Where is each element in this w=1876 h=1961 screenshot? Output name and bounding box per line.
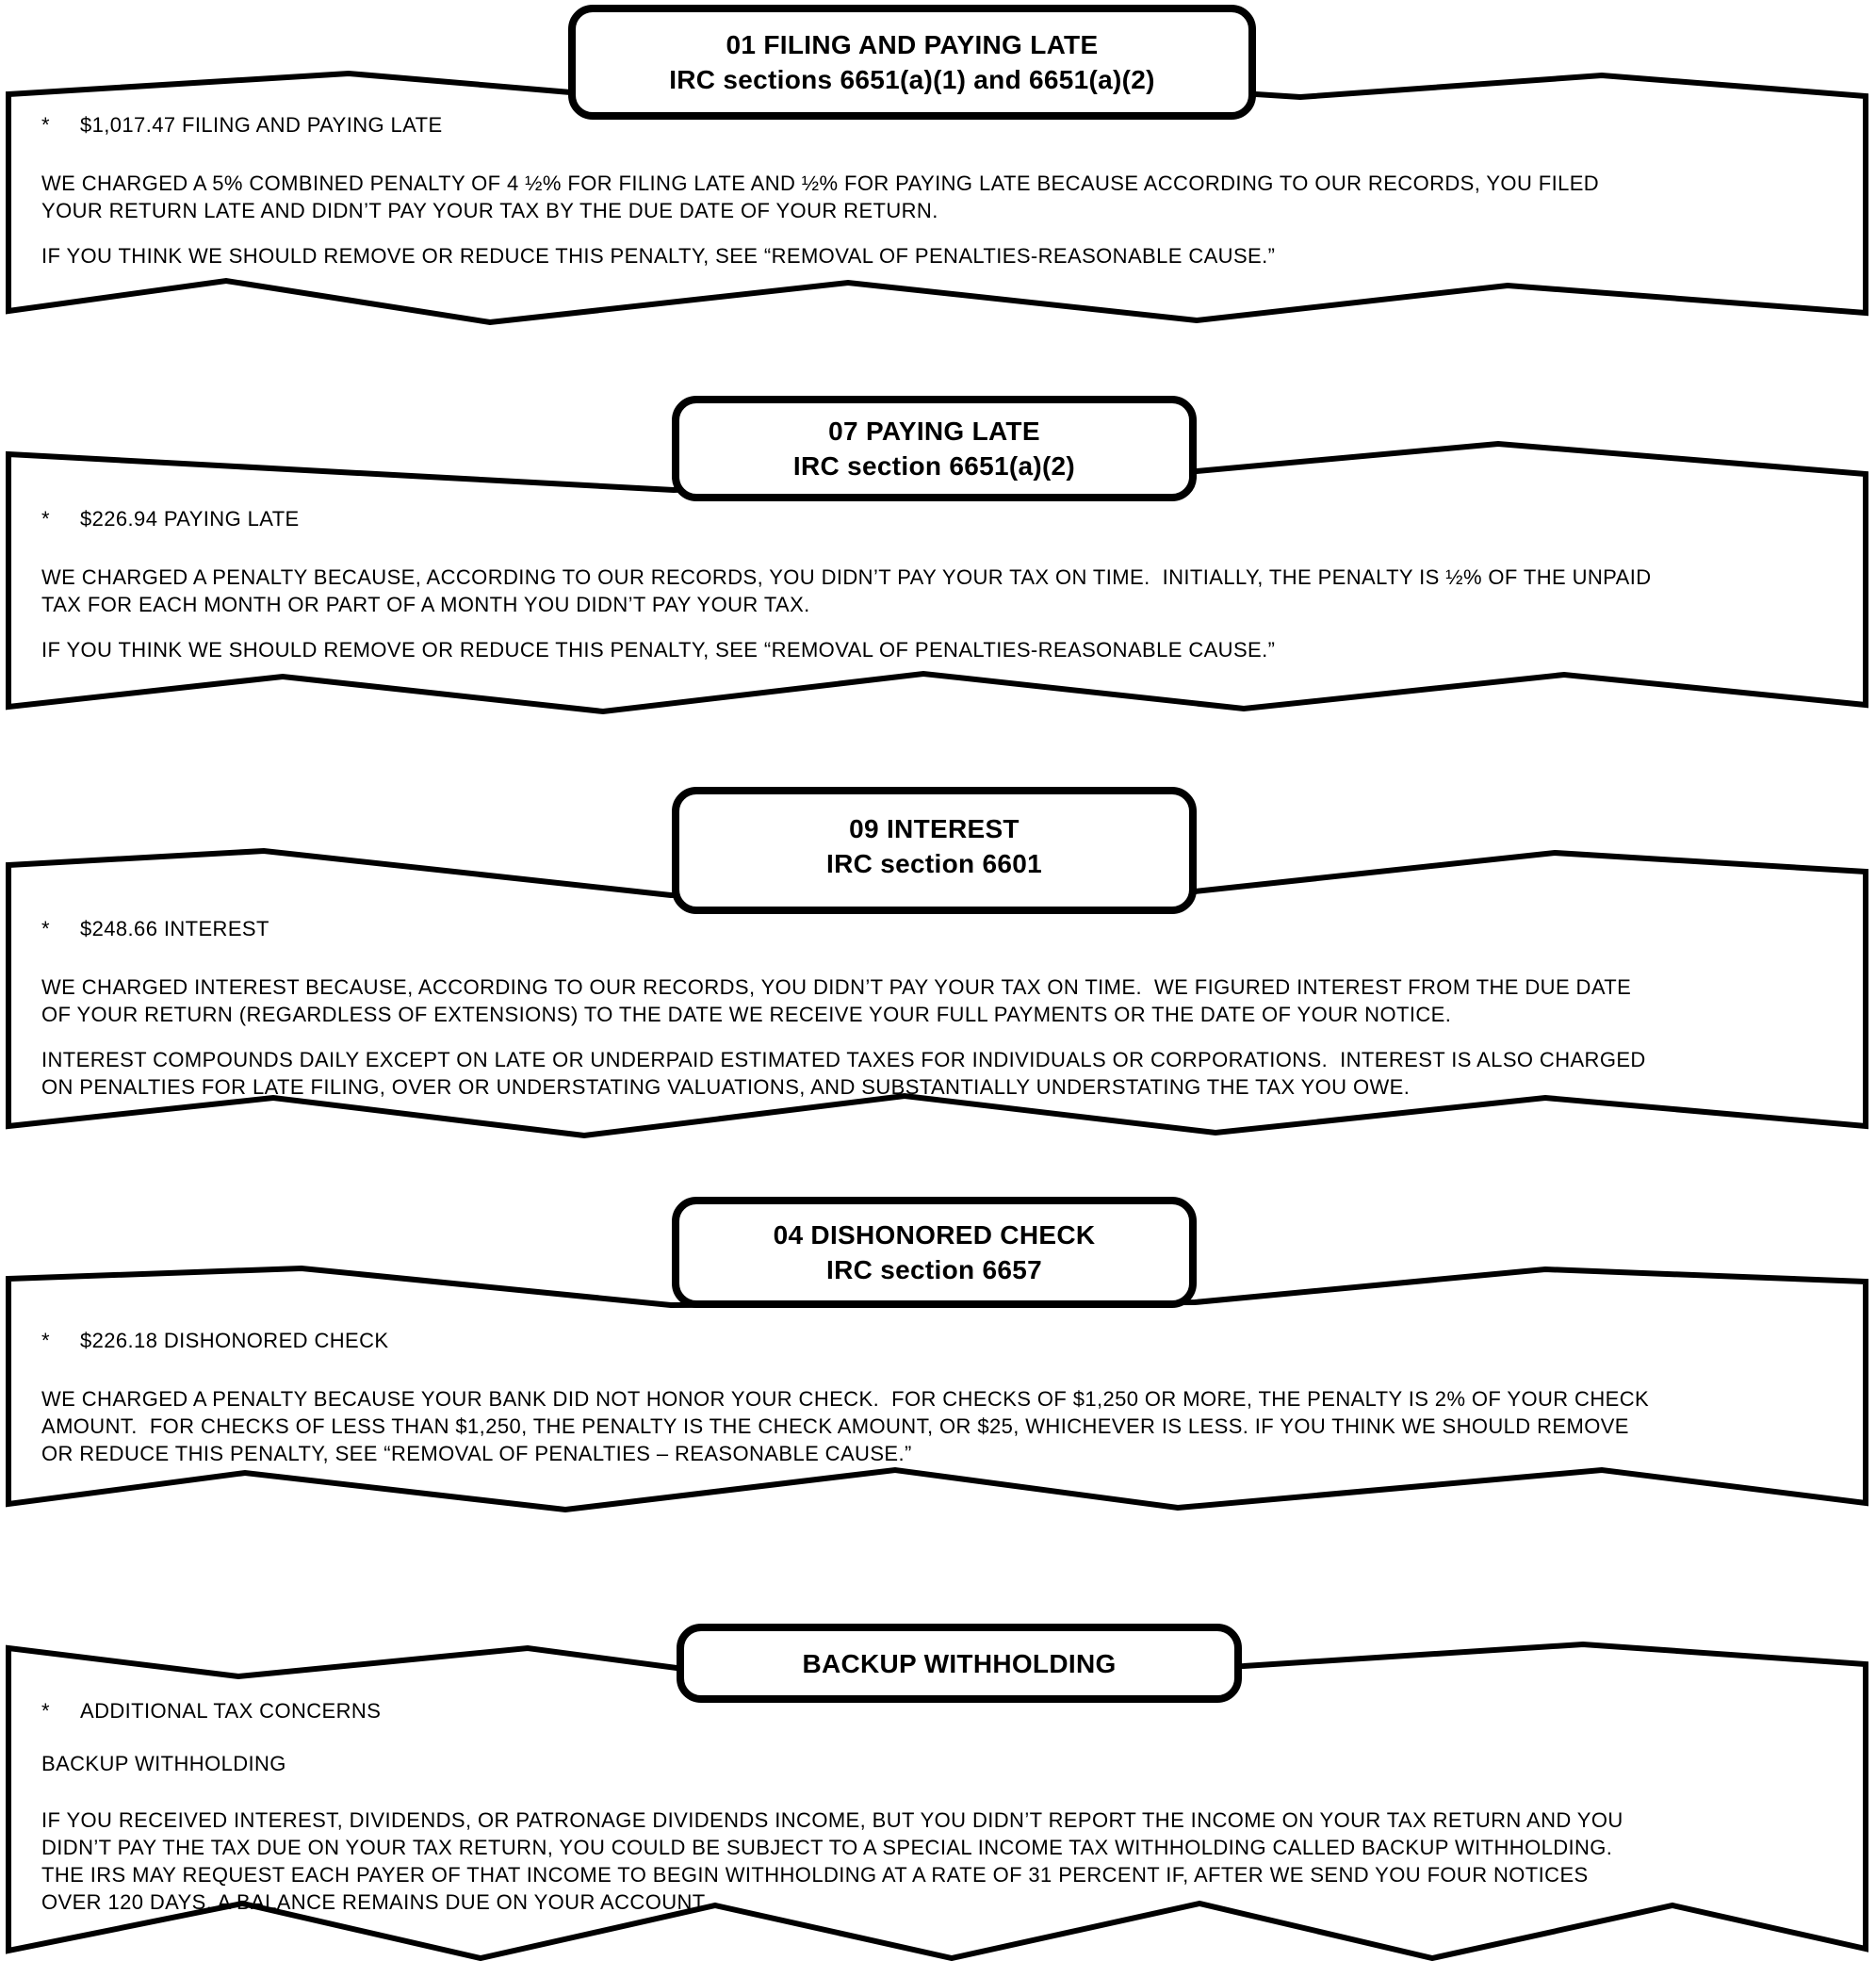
section-subtitle: IRC sections 6651(a)(1) and 6651(a)(2) (669, 65, 1155, 94)
asterisk-marker: * (41, 917, 50, 940)
backup-withholding-subheading: BACKUP WITHHOLDING (41, 1752, 286, 1775)
paragraph (41, 1806, 1848, 1916)
section-header-box (672, 787, 1197, 914)
paragraph-line: YOUR RETURN LATE AND DIDN’T PAY YOUR TAX BY THE DUE DATE OF YOUR RETURN. (41, 199, 938, 222)
paragraph (41, 170, 1848, 224)
amount-line (41, 917, 1848, 941)
paragraph-line: OF YOUR RETURN (REGARDLESS OF EXTENSIONS) TO THE DATE WE RECEIVE YOUR FULL PAYMENTS OR THE DATE OF YOUR NOTICE. (41, 1003, 1452, 1026)
section-paying-late (0, 396, 1876, 726)
paragraph-line: WE CHARGED A PENALTY BECAUSE YOUR BANK DID NOT HONOR YOUR CHECK. FOR CHECKS OF $1,250 OR MORE, THE PENALTY IS 2% OF YOUR CHECK (41, 1387, 1650, 1411)
section-header-box (672, 396, 1197, 501)
paragraph-line: TAX FOR EACH MONTH OR PART OF A MONTH YOU DIDN’T PAY YOUR TAX. (41, 593, 810, 616)
paragraph-line: AMOUNT. FOR CHECKS OF LESS THAN $1,250, THE PENALTY IS THE CHECK AMOUNT, OR $25, WHICHEVER IS LESS. IF YOU THINK WE SHOULD REMOVE (41, 1414, 1629, 1438)
paragraph (41, 1385, 1848, 1467)
section-backup-withholding (0, 1624, 1876, 1961)
section-title: 09 INTEREST (849, 813, 1020, 843)
section-dishonored-check (0, 1195, 1876, 1520)
amount-text: $1,017.47 FILING AND PAYING LATE (80, 113, 443, 137)
asterisk-marker: * (41, 1699, 50, 1723)
paragraph (41, 242, 1848, 270)
asterisk-marker: * (41, 507, 50, 531)
asterisk-marker: * (41, 113, 50, 137)
paragraph-line: THE IRS MAY REQUEST EACH PAYER OF THAT INCOME TO BEGIN WITHHOLDING AT A RATE OF 31 PERCENT IF, AFTER WE SEND YOU FOUR NOTICES (41, 1863, 1589, 1887)
section-title: 04 DISHONORED CHECK (773, 1220, 1096, 1250)
paragraph-line: IF YOU THINK WE SHOULD REMOVE OR REDUCE THIS PENALTY, SEE “REMOVAL OF PENALTIES-REASONABLE CAUSE.” (41, 638, 1276, 662)
amount-line (41, 507, 1848, 531)
amount-line (41, 1329, 1848, 1353)
section-subtitle: IRC section 6657 (826, 1255, 1042, 1284)
section-subtitle: IRC section 6651(a)(2) (792, 451, 1076, 481)
paragraph-line: IF YOU THINK WE SHOULD REMOVE OR REDUCE THIS PENALTY, SEE “REMOVAL OF PENALTIES-REASONABLE CAUSE.” (41, 244, 1276, 268)
paragraph-line: WE CHARGED INTEREST BECAUSE, ACCORDING TO OUR RECORDS, YOU DIDN’T PAY YOUR TAX ON TIME. WE FIGURED INTEREST FROM THE DUE DATE (41, 975, 1632, 999)
section-header-box (568, 5, 1256, 120)
section-title: 01 FILING AND PAYING LATE (726, 30, 1099, 59)
asterisk-marker: * (41, 1329, 50, 1352)
paragraph-line: IF YOU RECEIVED INTEREST, DIVIDENDS, OR PATRONAGE DIVIDENDS INCOME, BUT YOU DIDN’T REPORT THE INCOME ON YOUR TAX RETURN AND YOU (41, 1808, 1623, 1832)
paragraph-line: ON PENALTIES FOR LATE FILING, OVER OR UNDERSTATING VALUATIONS, AND SUBSTANTIALLY UNDERSTATING THE TAX YOU OWE. (41, 1075, 1411, 1099)
section-body (41, 1699, 1848, 1934)
section-header-box (672, 1197, 1197, 1308)
amount-text: ADDITIONAL TAX CONCERNS (80, 1699, 382, 1723)
section-filing-and-paying-late (0, 5, 1876, 335)
section-body (41, 113, 1848, 287)
paragraph-line: INTEREST COMPOUNDS DAILY EXCEPT ON LATE OR UNDERPAID ESTIMATED TAXES FOR INDIVIDUALS OR CORPORATIONS. INTEREST IS ALSO CHARGED (41, 1048, 1646, 1071)
amount-text: $226.94 PAYING LATE (80, 507, 300, 531)
paragraph-line: WE CHARGED A PENALTY BECAUSE, ACCORDING TO OUR RECORDS, YOU DIDN’T PAY YOUR TAX ON TIME. INITIALLY, THE PENALTY IS ½% OF THE UNPAID (41, 565, 1652, 589)
section-subtitle: IRC section 6601 (826, 848, 1042, 878)
paragraph-line: DIDN’T PAY THE TAX DUE ON YOUR TAX RETURN, YOU COULD BE SUBJECT TO A SPECIAL INCOME TAX WITHHOLDING CALLED BACKUP WITHHOLDING. (41, 1836, 1613, 1859)
paragraph-line: WE CHARGED A 5% COMBINED PENALTY OF 4 ½% FOR FILING LATE AND ½% FOR PAYING LATE BECAUSE ACCORDING TO OUR RECORDS, YOU FILED (41, 172, 1600, 195)
section-body (41, 917, 1848, 1119)
section-title: 07 PAYING LATE (828, 417, 1040, 446)
amount-text: $248.66 INTEREST (80, 917, 269, 940)
paragraph-line: OR REDUCE THIS PENALTY, SEE “REMOVAL OF PENALTIES – REASONABLE CAUSE.” (41, 1442, 912, 1465)
section-interest (0, 785, 1876, 1145)
amount-text: $226.18 DISHONORED CHECK (80, 1329, 389, 1352)
section-body (41, 507, 1848, 681)
paragraph (41, 564, 1848, 618)
paragraph (41, 636, 1848, 663)
paragraph-line: OVER 120 DAYS, A BALANCE REMAINS DUE ON YOUR ACCOUNT. (41, 1890, 710, 1914)
paragraph (41, 1046, 1848, 1101)
section-body (41, 1329, 1848, 1485)
section-header-box (677, 1624, 1242, 1703)
paragraph (41, 973, 1848, 1028)
section-title: BACKUP WITHHOLDING (802, 1648, 1117, 1678)
